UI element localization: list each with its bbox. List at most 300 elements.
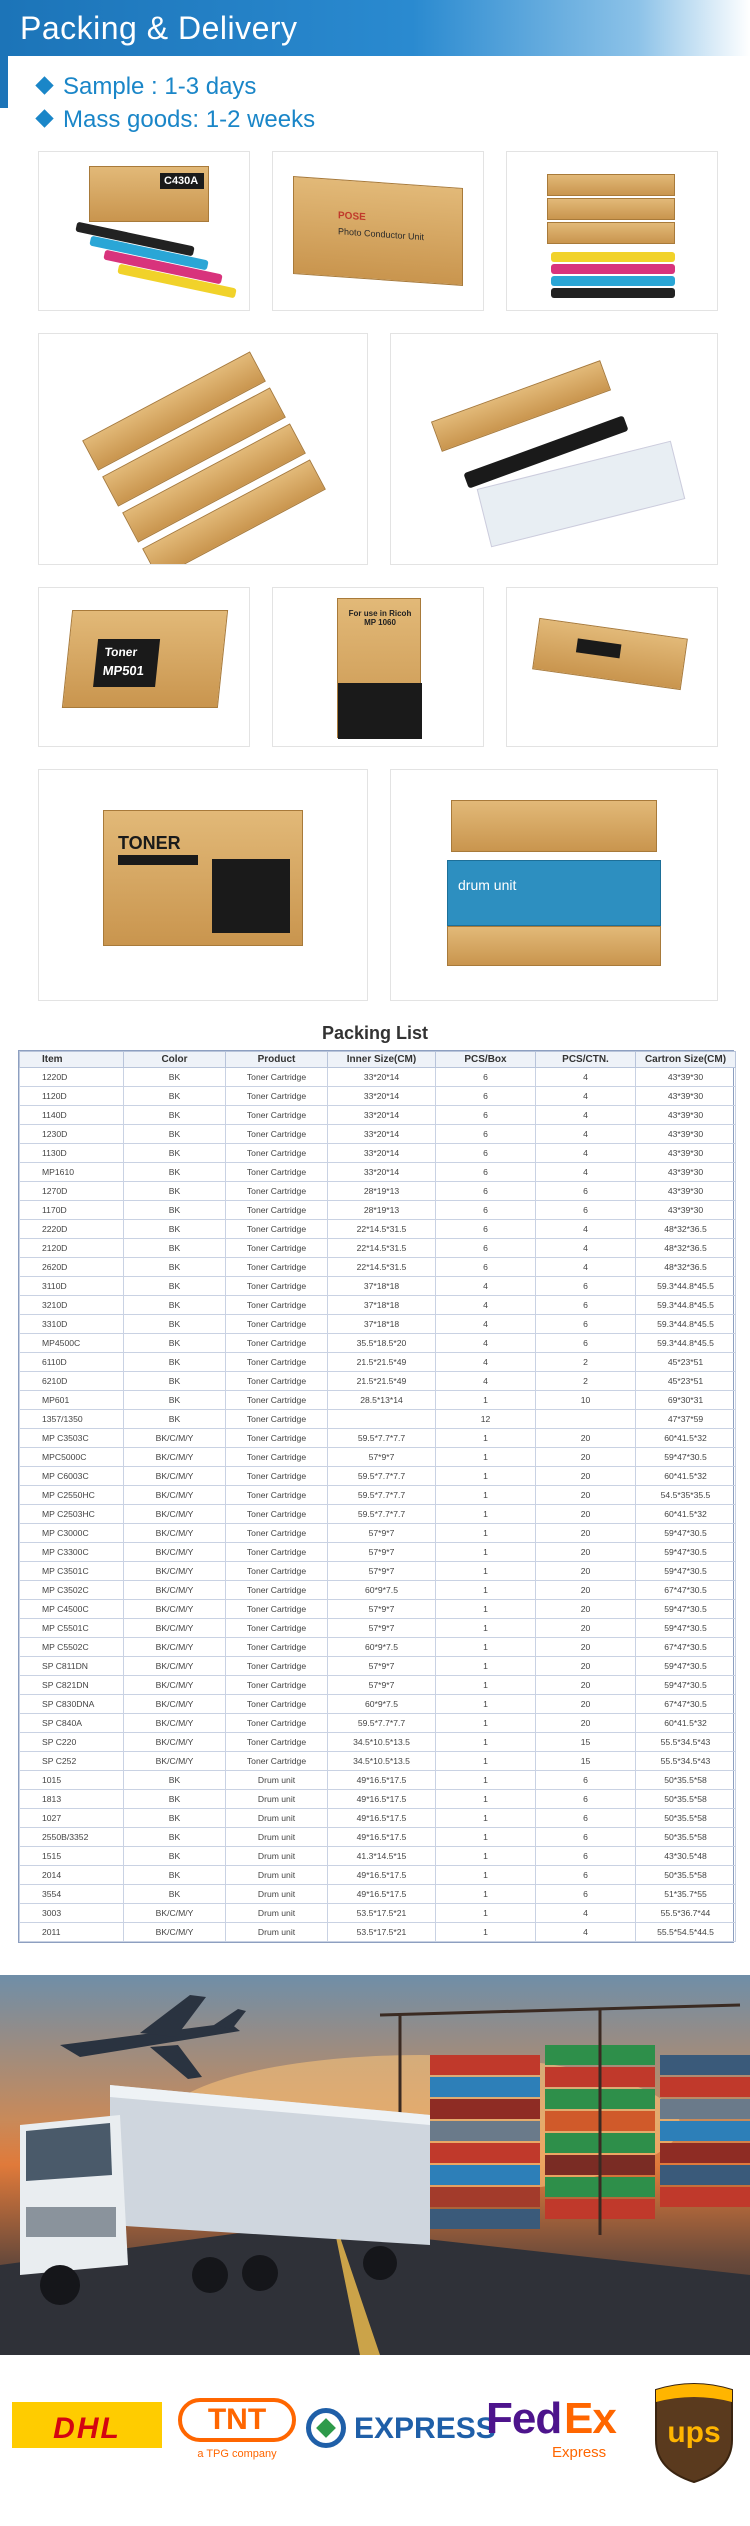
- cell-inner-size: 35.5*18.5*20: [328, 1334, 436, 1353]
- cell-carton-size: 55.5*34.5*43: [636, 1752, 736, 1771]
- cell-pcs-box: 1: [436, 1714, 536, 1733]
- cell-inner-size: 21.5*21.5*49: [328, 1372, 436, 1391]
- fedex-logo: Fed Ex Express: [486, 2394, 616, 2461]
- toner-box: C430A: [89, 166, 209, 222]
- cell-product: Toner Cartridge: [226, 1163, 328, 1182]
- cell-pcs-box: 1: [436, 1790, 536, 1809]
- table-row: [20, 1828, 736, 1847]
- cell-carton-size: 59*47*30.5: [636, 1562, 736, 1581]
- cell-inner-size: 49*16.5*17.5: [328, 1809, 436, 1828]
- cell-pcs-ctn: 20: [536, 1486, 636, 1505]
- cell-carton-size: 50*35.5*58: [636, 1866, 736, 1885]
- cell-pcs-ctn: 15: [536, 1752, 636, 1771]
- cell-pcs-ctn: 6: [536, 1315, 636, 1334]
- table-row: [20, 1144, 736, 1163]
- cell-inner-size: 60*9*7.5: [328, 1638, 436, 1657]
- cell-pcs-ctn: 20: [536, 1676, 636, 1695]
- cell-carton-size: 45*23*51: [636, 1353, 736, 1372]
- cell-product: Toner Cartridge: [226, 1087, 328, 1106]
- cell-product: Toner Cartridge: [226, 1505, 328, 1524]
- cell-item: 1015: [20, 1771, 124, 1790]
- mass-goods-time: Mass goods: 1-2 weeks: [38, 103, 315, 136]
- table-row: [20, 1771, 736, 1790]
- cell-color: BK/C/M/Y: [124, 1619, 226, 1638]
- cell-pcs-box: 1: [436, 1847, 536, 1866]
- cell-pcs-box: 1: [436, 1391, 536, 1410]
- cell-pcs-box: 4: [436, 1353, 536, 1372]
- cell-pcs-ctn: 6: [536, 1182, 636, 1201]
- cell-pcs-ctn: 20: [536, 1600, 636, 1619]
- cell-item: 1140D: [20, 1106, 124, 1125]
- cell-item: 2220D: [20, 1220, 124, 1239]
- cell-carton-size: 51*35.7*55: [636, 1885, 736, 1904]
- photo-toner-mp501-box: Toner MP501: [38, 587, 250, 747]
- drum-unit-box: drum unit: [447, 860, 661, 926]
- cell-pcs-ctn: 6: [536, 1866, 636, 1885]
- cell-inner-size: 21.5*21.5*49: [328, 1353, 436, 1372]
- cell-product: Toner Cartridge: [226, 1106, 328, 1125]
- dhl-logo: DHL: [12, 2402, 162, 2448]
- cell-item: MP C6003C: [20, 1467, 124, 1486]
- cell-item: 1357/1350: [20, 1410, 124, 1429]
- cell-product: Toner Cartridge: [226, 1562, 328, 1581]
- cell-inner-size: 53.5*17.5*21: [328, 1904, 436, 1923]
- table-row: [20, 1201, 736, 1220]
- table-row: [20, 1277, 736, 1296]
- cell-pcs-box: 1: [436, 1866, 536, 1885]
- cell-carton-size: 60*41.5*32: [636, 1505, 736, 1524]
- cell-pcs-ctn: 4: [536, 1904, 636, 1923]
- cell-pcs-box: 1: [436, 1923, 536, 1942]
- cell-color: BK: [124, 1885, 226, 1904]
- cell-item: SP C220: [20, 1733, 124, 1752]
- cell-product: Toner Cartridge: [226, 1600, 328, 1619]
- cell-pcs-ctn: 6: [536, 1809, 636, 1828]
- cell-pcs-box: 1: [436, 1619, 536, 1638]
- tnt-logo: TNT a TPG company: [178, 2398, 296, 2468]
- col-inner-size: Inner Size(CM): [328, 1052, 436, 1068]
- table-row: [20, 1885, 736, 1904]
- cell-color: BK/C/M/Y: [124, 1657, 226, 1676]
- cell-carton-size: 43*39*30: [636, 1182, 736, 1201]
- cell-product: Drum unit: [226, 1885, 328, 1904]
- cell-pcs-ctn: 6: [536, 1847, 636, 1866]
- cell-color: BK/C/M/Y: [124, 1524, 226, 1543]
- cell-product: Toner Cartridge: [226, 1296, 328, 1315]
- cell-product: Toner Cartridge: [226, 1752, 328, 1771]
- cell-inner-size: 33*20*14: [328, 1106, 436, 1125]
- cell-pcs-ctn: 6: [536, 1334, 636, 1353]
- containers-stack: [430, 2045, 750, 2229]
- diamond-bullet-icon: [35, 76, 53, 94]
- cell-pcs-box: 1: [436, 1885, 536, 1904]
- table-row: [20, 1923, 736, 1942]
- cell-inner-size: 28.5*13*14: [328, 1391, 436, 1410]
- cell-product: Drum unit: [226, 1847, 328, 1866]
- cell-pcs-box: 1: [436, 1904, 536, 1923]
- cell-product: Toner Cartridge: [226, 1486, 328, 1505]
- cell-pcs-ctn: 6: [536, 1885, 636, 1904]
- cell-product: Toner Cartridge: [226, 1220, 328, 1239]
- cell-inner-size: 49*16.5*17.5: [328, 1828, 436, 1847]
- cell-pcs-ctn: 20: [536, 1714, 636, 1733]
- delivery-times: [38, 70, 315, 136]
- cell-carton-size: 43*39*30: [636, 1201, 736, 1220]
- cell-pcs-box: 4: [436, 1296, 536, 1315]
- table-row: [20, 1296, 736, 1315]
- table-row: [20, 1486, 736, 1505]
- cell-inner-size: 37*18*18: [328, 1296, 436, 1315]
- table-row: [20, 1239, 736, 1258]
- cell-pcs-ctn: 20: [536, 1657, 636, 1676]
- cell-pcs-ctn: 4: [536, 1220, 636, 1239]
- cell-carton-size: 59.3*44.8*45.5: [636, 1277, 736, 1296]
- cell-product: Toner Cartridge: [226, 1144, 328, 1163]
- cell-carton-size: 43*39*30: [636, 1163, 736, 1182]
- cell-product: Toner Cartridge: [226, 1182, 328, 1201]
- cell-carton-size: 59*47*30.5: [636, 1543, 736, 1562]
- cell-pcs-ctn: 4: [536, 1068, 636, 1087]
- cell-item: 2550B/3352: [20, 1828, 124, 1847]
- cell-item: SP C811DN: [20, 1657, 124, 1676]
- cell-item: 1230D: [20, 1125, 124, 1144]
- cell-color: BK: [124, 1315, 226, 1334]
- cell-carton-size: 60*41.5*32: [636, 1467, 736, 1486]
- table-row: [20, 1752, 736, 1771]
- table-row: [20, 1353, 736, 1372]
- cell-item: 2011: [20, 1923, 124, 1942]
- cell-inner-size: 37*18*18: [328, 1315, 436, 1334]
- cell-color: BK/C/M/Y: [124, 1752, 226, 1771]
- cell-carton-size: 69*30*31: [636, 1391, 736, 1410]
- cell-product: Toner Cartridge: [226, 1638, 328, 1657]
- table-row: [20, 1695, 736, 1714]
- cell-product: Drum unit: [226, 1923, 328, 1942]
- ups-logo: ups: [650, 2380, 738, 2484]
- cell-inner-size: 49*16.5*17.5: [328, 1885, 436, 1904]
- table-row: [20, 1429, 736, 1448]
- cell-inner-size: 53.5*17.5*21: [328, 1923, 436, 1942]
- cell-inner-size: 22*14.5*31.5: [328, 1258, 436, 1277]
- cell-color: BK: [124, 1201, 226, 1220]
- cell-color: BK: [124, 1087, 226, 1106]
- table-row: [20, 1904, 736, 1923]
- cell-product: Toner Cartridge: [226, 1410, 328, 1429]
- cell-color: BK/C/M/Y: [124, 1448, 226, 1467]
- cell-pcs-ctn: 20: [536, 1429, 636, 1448]
- cell-color: BK/C/M/Y: [124, 1733, 226, 1752]
- cell-product: Toner Cartridge: [226, 1619, 328, 1638]
- cell-carton-size: 59.3*44.8*45.5: [636, 1334, 736, 1353]
- table-row: [20, 1410, 736, 1429]
- cell-product: Toner Cartridge: [226, 1448, 328, 1467]
- cell-item: 6210D: [20, 1372, 124, 1391]
- col-pcs-box: PCS/Box: [436, 1052, 536, 1068]
- cell-carton-size: 45*23*51: [636, 1372, 736, 1391]
- cell-item: 1515: [20, 1847, 124, 1866]
- cell-pcs-ctn: 20: [536, 1619, 636, 1638]
- table-row: [20, 1847, 736, 1866]
- table-row: [20, 1543, 736, 1562]
- cell-color: BK/C/M/Y: [124, 1486, 226, 1505]
- cell-pcs-box: 4: [436, 1315, 536, 1334]
- cell-pcs-box: 1: [436, 1771, 536, 1790]
- photo-toner-boxes-diagonal: [38, 333, 368, 565]
- table-row: [20, 1866, 736, 1885]
- cell-carton-size: 55.5*54.5*44.5: [636, 1923, 736, 1942]
- cell-item: 3003: [20, 1904, 124, 1923]
- cell-color: BK/C/M/Y: [124, 1638, 226, 1657]
- cell-product: Toner Cartridge: [226, 1391, 328, 1410]
- cell-inner-size: 59.5*7.7*7.7: [328, 1429, 436, 1448]
- cell-color: BK/C/M/Y: [124, 1600, 226, 1619]
- cell-pcs-box: 6: [436, 1220, 536, 1239]
- cell-pcs-ctn: 6: [536, 1277, 636, 1296]
- cell-product: Drum unit: [226, 1904, 328, 1923]
- cell-color: BK: [124, 1790, 226, 1809]
- cell-pcs-box: 6: [436, 1125, 536, 1144]
- cell-inner-size: 22*14.5*31.5: [328, 1220, 436, 1239]
- cell-pcs-box: 6: [436, 1068, 536, 1087]
- cell-inner-size: 34.5*10.5*13.5: [328, 1733, 436, 1752]
- photo-toner-carton: TONER: [38, 769, 368, 1001]
- cell-color: BK/C/M/Y: [124, 1714, 226, 1733]
- cell-carton-size: 43*39*30: [636, 1106, 736, 1125]
- cell-carton-size: 67*47*30.5: [636, 1581, 736, 1600]
- col-product: Product: [226, 1052, 328, 1068]
- cell-carton-size: 50*35.5*58: [636, 1809, 736, 1828]
- cell-carton-size: 43*30.5*48: [636, 1847, 736, 1866]
- table-row: [20, 1068, 736, 1087]
- cell-pcs-ctn: 15: [536, 1733, 636, 1752]
- cell-inner-size: 57*9*7: [328, 1543, 436, 1562]
- cell-item: 1220D: [20, 1068, 124, 1087]
- cell-inner-size: 22*14.5*31.5: [328, 1239, 436, 1258]
- section-header: [0, 0, 750, 56]
- cell-pcs-box: 1: [436, 1828, 536, 1847]
- table-row: [20, 1809, 736, 1828]
- table-row: [20, 1182, 736, 1201]
- airplane-icon: [60, 1995, 246, 2079]
- cell-item: 3554: [20, 1885, 124, 1904]
- cell-item: MPC5000C: [20, 1448, 124, 1467]
- cell-pcs-box: 1: [436, 1809, 536, 1828]
- cell-item: 1270D: [20, 1182, 124, 1201]
- cell-product: Drum unit: [226, 1828, 328, 1847]
- cell-color: BK: [124, 1410, 226, 1429]
- cell-item: MP C2550HC: [20, 1486, 124, 1505]
- cell-inner-size: 37*18*18: [328, 1277, 436, 1296]
- table-row: [20, 1600, 736, 1619]
- cell-pcs-ctn: 10: [536, 1391, 636, 1410]
- cell-carton-size: 43*39*30: [636, 1144, 736, 1163]
- cell-inner-size: 33*20*14: [328, 1163, 436, 1182]
- cell-pcs-ctn: 20: [536, 1467, 636, 1486]
- cell-pcs-ctn: 4: [536, 1239, 636, 1258]
- cell-carton-size: 55.5*36.7*44: [636, 1904, 736, 1923]
- cell-carton-size: 50*35.5*58: [636, 1790, 736, 1809]
- cell-product: Drum unit: [226, 1771, 328, 1790]
- cell-product: Toner Cartridge: [226, 1524, 328, 1543]
- cell-color: BK/C/M/Y: [124, 1581, 226, 1600]
- cell-pcs-box: 4: [436, 1372, 536, 1391]
- table-row: [20, 1638, 736, 1657]
- cell-item: MP C5502C: [20, 1638, 124, 1657]
- cell-product: Toner Cartridge: [226, 1581, 328, 1600]
- cell-color: BK: [124, 1866, 226, 1885]
- table-row: [20, 1467, 736, 1486]
- cell-product: Toner Cartridge: [226, 1334, 328, 1353]
- cell-pcs-box: 1: [436, 1733, 536, 1752]
- cell-carton-size: 43*39*30: [636, 1087, 736, 1106]
- logistics-illustration: [0, 1975, 750, 2355]
- cell-carton-size: 59.3*44.8*45.5: [636, 1315, 736, 1334]
- cell-color: BK/C/M/Y: [124, 1505, 226, 1524]
- cell-inner-size: 49*16.5*17.5: [328, 1771, 436, 1790]
- cell-inner-size: 59.5*7.7*7.7: [328, 1714, 436, 1733]
- cell-item: 6110D: [20, 1353, 124, 1372]
- cell-pcs-ctn: 4: [536, 1125, 636, 1144]
- cell-product: Drum unit: [226, 1866, 328, 1885]
- cell-carton-size: 67*47*30.5: [636, 1638, 736, 1657]
- cell-item: 1130D: [20, 1144, 124, 1163]
- cell-color: BK/C/M/Y: [124, 1923, 226, 1942]
- photo-long-toner-box: [506, 587, 718, 747]
- cell-item: MP1610: [20, 1163, 124, 1182]
- cell-carton-size: 48*32*36.5: [636, 1239, 736, 1258]
- cell-item: 2014: [20, 1866, 124, 1885]
- cell-pcs-box: 6: [436, 1258, 536, 1277]
- cell-pcs-box: 1: [436, 1752, 536, 1771]
- cell-carton-size: 50*35.5*58: [636, 1771, 736, 1790]
- cell-product: Toner Cartridge: [226, 1714, 328, 1733]
- cell-color: BK: [124, 1809, 226, 1828]
- cell-item: 3110D: [20, 1277, 124, 1296]
- sample-time: Sample : 1-3 days: [38, 70, 315, 103]
- conductor-box: POSE Photo Conductor Unit: [293, 176, 463, 286]
- cell-color: BK/C/M/Y: [124, 1429, 226, 1448]
- cell-color: BK: [124, 1163, 226, 1182]
- col-pcs-ctn: PCS/CTN.: [536, 1052, 636, 1068]
- table-row: [20, 1391, 736, 1410]
- cell-inner-size: 33*20*14: [328, 1087, 436, 1106]
- cell-pcs-ctn: 6: [536, 1296, 636, 1315]
- courier-logos: [0, 2360, 750, 2520]
- header-notch: [0, 56, 8, 108]
- col-item: Item: [20, 1052, 124, 1068]
- cell-item: MP C3502C: [20, 1581, 124, 1600]
- cell-item: SP C830DNA: [20, 1695, 124, 1714]
- cell-product: Drum unit: [226, 1790, 328, 1809]
- col-carton-size: Cartron Size(CM): [636, 1052, 736, 1068]
- cell-pcs-box: 1: [436, 1676, 536, 1695]
- cell-item: MP C3501C: [20, 1562, 124, 1581]
- cell-carton-size: 67*47*30.5: [636, 1695, 736, 1714]
- photo-ricoh-mp1060-box: For use in Ricoh MP 1060: [272, 587, 484, 747]
- cell-inner-size: 57*9*7: [328, 1600, 436, 1619]
- packing-list-title: Packing List: [321, 1023, 429, 1043]
- cell-item: SP C821DN: [20, 1676, 124, 1695]
- cell-item: 2120D: [20, 1239, 124, 1258]
- cell-pcs-box: 6: [436, 1182, 536, 1201]
- photo-stacked-toner-boxes: [506, 151, 718, 311]
- table-row: [20, 1334, 736, 1353]
- cell-pcs-box: 1: [436, 1505, 536, 1524]
- cell-carton-size: 60*41.5*32: [636, 1714, 736, 1733]
- cell-pcs-ctn: 4: [536, 1923, 636, 1942]
- cell-inner-size: 59.5*7.7*7.7: [328, 1467, 436, 1486]
- cell-pcs-ctn: 6: [536, 1771, 636, 1790]
- cell-color: BK: [124, 1353, 226, 1372]
- table-row: [20, 1714, 736, 1733]
- cell-pcs-ctn: 6: [536, 1828, 636, 1847]
- cell-color: BK: [124, 1847, 226, 1866]
- cell-pcs-box: 1: [436, 1429, 536, 1448]
- cell-product: Toner Cartridge: [226, 1353, 328, 1372]
- cell-pcs-ctn: 20: [536, 1448, 636, 1467]
- cell-product: Toner Cartridge: [226, 1068, 328, 1087]
- cell-pcs-ctn: 4: [536, 1144, 636, 1163]
- cell-pcs-box: 1: [436, 1638, 536, 1657]
- cell-pcs-ctn: 6: [536, 1790, 636, 1809]
- cell-inner-size: 60*9*7.5: [328, 1581, 436, 1600]
- cell-pcs-ctn: 20: [536, 1543, 636, 1562]
- cell-product: Toner Cartridge: [226, 1543, 328, 1562]
- cell-product: Toner Cartridge: [226, 1277, 328, 1296]
- logistics-banner: [0, 1975, 750, 2355]
- cell-carton-size: 59*47*30.5: [636, 1657, 736, 1676]
- col-color: Color: [124, 1052, 226, 1068]
- cell-product: Toner Cartridge: [226, 1258, 328, 1277]
- cell-item: MP C2503HC: [20, 1505, 124, 1524]
- cell-pcs-box: 4: [436, 1277, 536, 1296]
- cell-pcs-ctn: 4: [536, 1106, 636, 1125]
- table-row: [20, 1581, 736, 1600]
- cell-carton-size: 48*32*36.5: [636, 1220, 736, 1239]
- cell-product: Toner Cartridge: [226, 1733, 328, 1752]
- cell-inner-size: 41.3*14.5*15: [328, 1847, 436, 1866]
- cell-carton-size: 47*37*59: [636, 1410, 736, 1429]
- table-row: [20, 1258, 736, 1277]
- cell-product: Toner Cartridge: [226, 1372, 328, 1391]
- cell-pcs-box: 6: [436, 1201, 536, 1220]
- cell-pcs-box: 1: [436, 1695, 536, 1714]
- cell-pcs-box: 6: [436, 1239, 536, 1258]
- photo-toner-set-c430a: [38, 151, 250, 311]
- cell-item: 3210D: [20, 1296, 124, 1315]
- cell-pcs-ctn: 4: [536, 1087, 636, 1106]
- cell-pcs-ctn: [536, 1410, 636, 1429]
- cell-product: Drum unit: [226, 1809, 328, 1828]
- cell-pcs-box: 6: [436, 1106, 536, 1125]
- cell-inner-size: 28*19*13: [328, 1201, 436, 1220]
- cell-carton-size: 59.3*44.8*45.5: [636, 1296, 736, 1315]
- cell-inner-size: 57*9*7: [328, 1524, 436, 1543]
- cell-color: BK: [124, 1828, 226, 1847]
- cell-color: BK: [124, 1239, 226, 1258]
- cell-color: BK/C/M/Y: [124, 1904, 226, 1923]
- cell-carton-size: 59*47*30.5: [636, 1448, 736, 1467]
- photo-photo-conductor-box: [272, 151, 484, 311]
- cell-pcs-ctn: 2: [536, 1372, 636, 1391]
- express-logo: EXPRESS: [306, 2404, 482, 2454]
- cell-color: BK: [124, 1125, 226, 1144]
- table-row: [20, 1790, 736, 1809]
- cell-pcs-box: 1: [436, 1467, 536, 1486]
- table-row: [20, 1106, 736, 1125]
- cell-item: 1027: [20, 1809, 124, 1828]
- cell-item: MP C3300C: [20, 1543, 124, 1562]
